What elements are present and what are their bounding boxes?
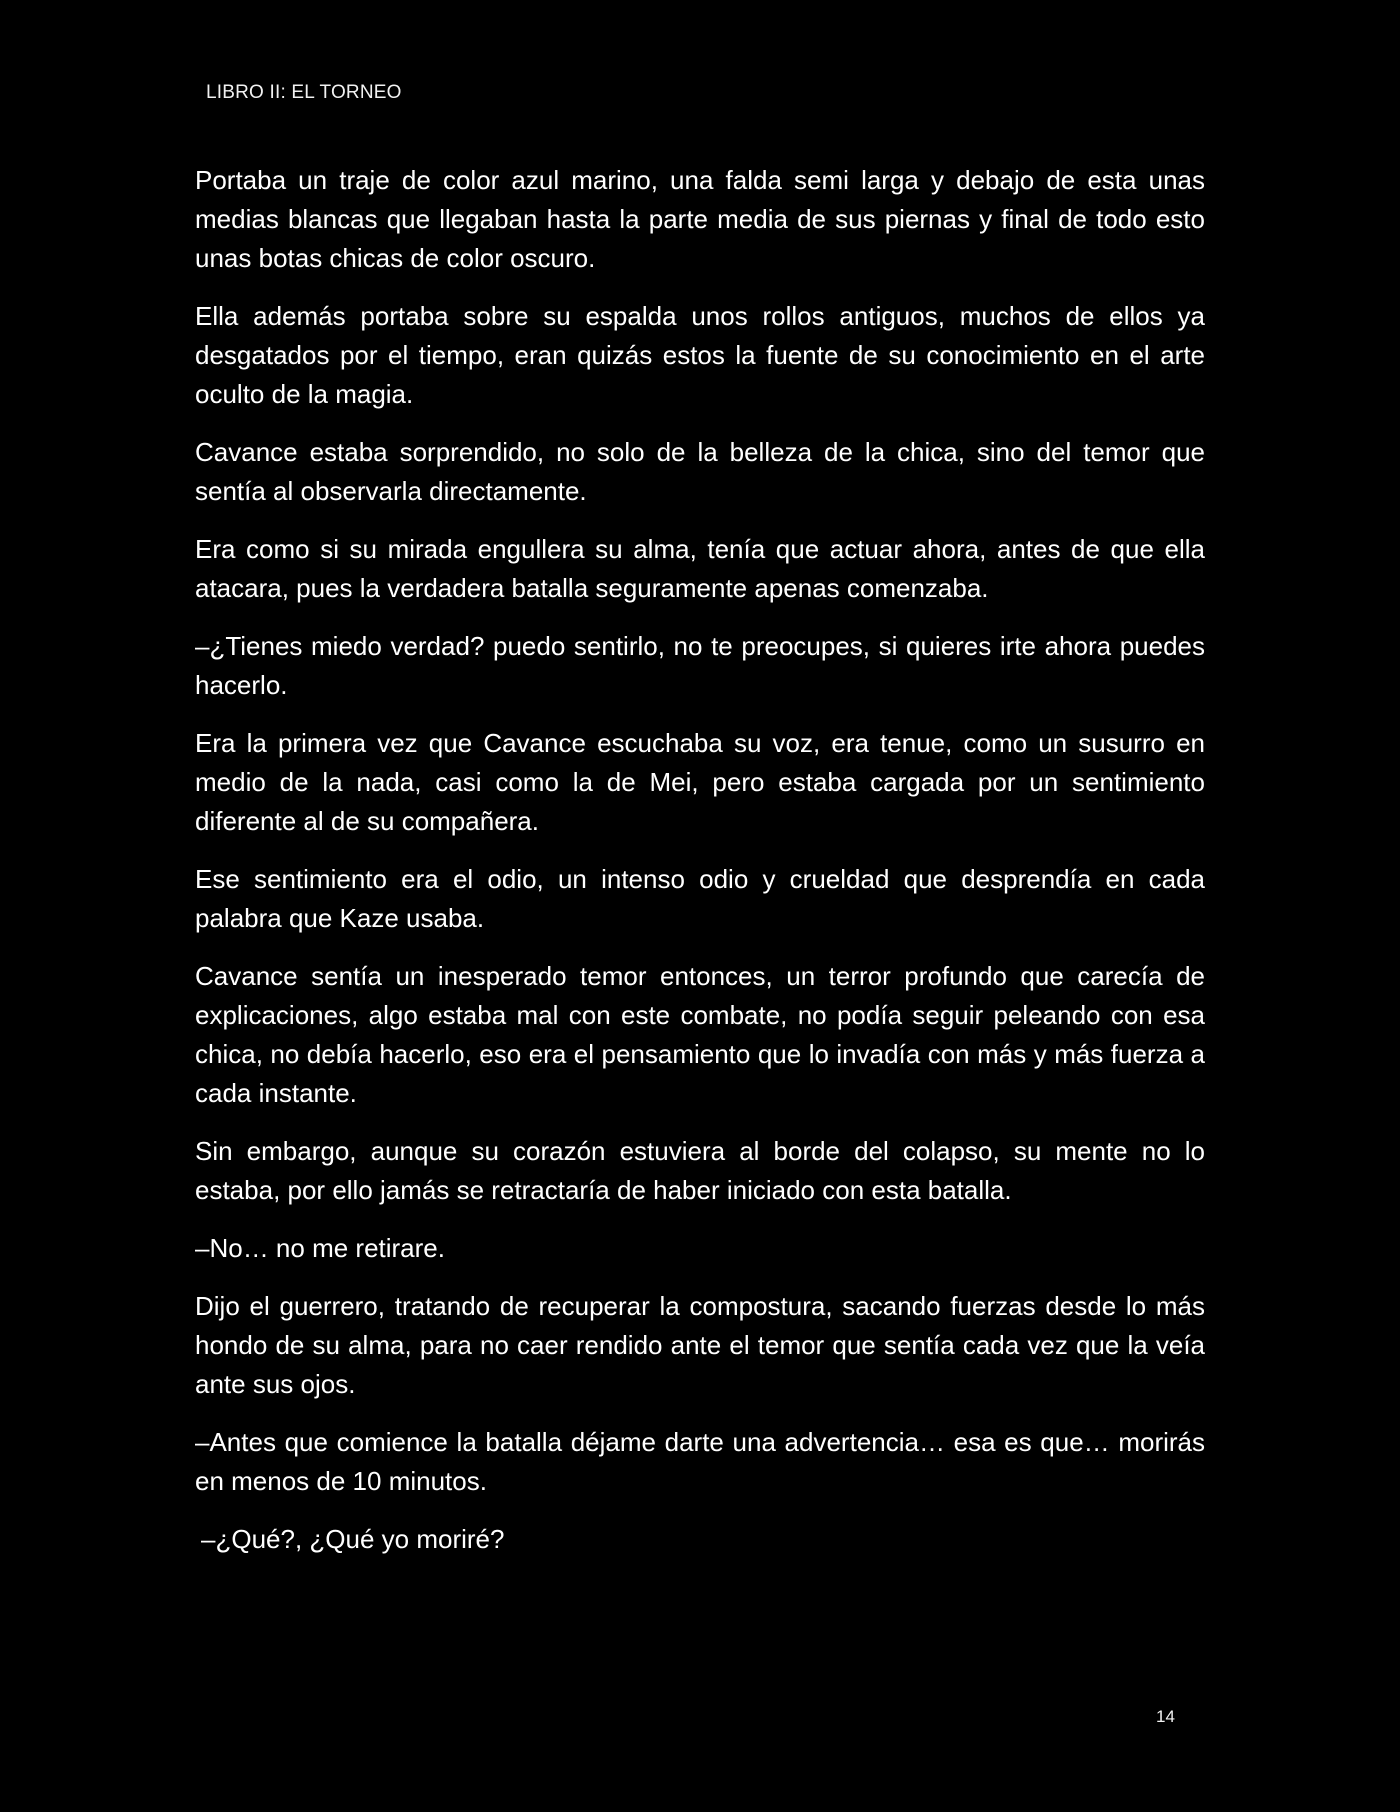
paragraph: Portaba un traje de color azul marino, una falda semi larga y debajo de esta unas medias blancas que llegaban hasta la parte media de sus piernas y final de todo esto unas botas chicas de color oscuro. (195, 165, 1205, 273)
paragraph: Ella además portaba sobre su espalda unos rollos antiguos, muchos de ellos ya desgatados por el tiempo, eran quizás estos la fuente de su conocimiento en el arte oculto de la magia. (195, 301, 1205, 409)
dialogue-paragraph: –No… no me retirare. (195, 1233, 445, 1263)
paragraph: Dijo el guerrero, tratando de recuperar la compostura, sacando fuerzas desde lo más hondo de su alma, para no caer rendido ante el temor que sentía cada vez que la veía ante sus ojos. (195, 1291, 1205, 1399)
dialogue-paragraph: –Antes que comience la batalla déjame darte una advertencia… esa es que… morirás en menos de 10 minutos. (195, 1427, 1205, 1496)
paragraph: Era como si su mirada engullera su alma, tenía que actuar ahora, antes de que ella atacara, pues la verdadera batalla seguramente apenas comenzaba. (195, 534, 1205, 603)
paragraph: Cavance estaba sorprendido, no solo de la belleza de la chica, sino del temor que sentía al observarla directamente. (195, 437, 1205, 506)
paragraph: Ese sentimiento era el odio, un intenso odio y crueldad que desprendía en cada palabra que Kaze usaba. (195, 864, 1205, 933)
dialogue-paragraph: –¿Tienes miedo verdad? puedo sentirlo, no te preocupes, si quieres irte ahora puedes hacerlo. (195, 631, 1205, 700)
paragraph: Sin embargo, aunque su corazón estuviera al borde del colapso, su mente no lo estaba, por ello jamás se retractaría de haber iniciado con esta batalla. (195, 1136, 1205, 1205)
running-header: LIBRO II: EL TORNEO (206, 82, 402, 103)
paragraph: Era la primera vez que Cavance escuchaba su voz, era tenue, como un susurro en medio de la nada, casi como la de Mei, pero estaba cargada por un sentimiento diferente al de su compañera. (195, 728, 1205, 836)
paragraph: Cavance sentía un inesperado temor entonces, un terror profundo que carecía de explicaciones, algo estaba mal con este combate, no podía seguir peleando con esa chica, no debía hacerlo, eso era el pensamiento que lo invadía con más y más fuerza a cada instante. (195, 961, 1205, 1108)
page-number: 14 (1156, 1707, 1175, 1726)
body-text (195, 161, 1205, 1578)
dialogue-paragraph: –¿Qué?, ¿Qué yo moriré? (201, 1524, 505, 1554)
